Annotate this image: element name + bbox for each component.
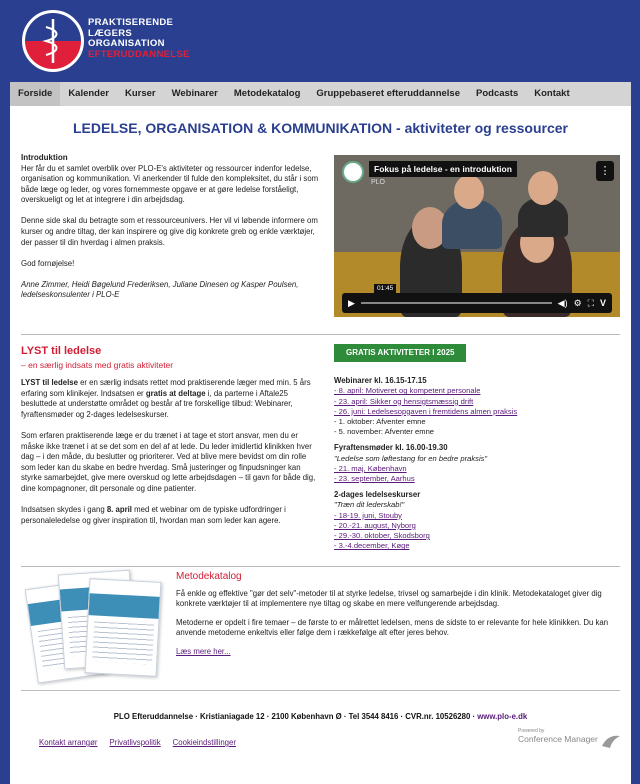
- conference-manager-icon: [600, 732, 622, 750]
- cookie-settings-link[interactable]: Cookieindstillinger: [172, 738, 236, 747]
- webinar-link[interactable]: - 23. april: Sikker og hensigtsmæssig drift: [334, 396, 474, 406]
- intro-paragraph-1: Her får du et samlet overblik over PLO-E's aktiviteter og ressourcer indenfor ledelse, organisation og kommunikation. Vi anerkender til fulde den kompleksitet, du står i som både læge og leder, og vores fornemmeste opgave er at gøre ledelse forståeligt, overskueligt og let at integrere i din arbejdsdag.: [21, 163, 319, 205]
- page-title: LEDELSE, ORGANISATION & KOMMUNIKATION - aktiviteter og ressourcer: [73, 120, 568, 136]
- read-more-link[interactable]: Læs mere her...: [176, 646, 231, 656]
- section-divider: [21, 334, 620, 335]
- lyst-section: [21, 346, 319, 537]
- intro-signature: Anne Zimmer, Heidi Bøgelund Frederiksen, Juliane Dinesen og Kasper Poulsen, ledelseskonsulenter i PLO-E: [21, 279, 299, 300]
- kursus-heading: 2-dages ledelseskurser: [334, 490, 421, 500]
- metodekatalog-image[interactable]: [31, 570, 163, 674]
- webinar-item: - 1. oktober: Afventer emne: [334, 417, 426, 427]
- intro-heading: Introduktion: [21, 153, 68, 162]
- fyraften-heading: Fyraftensmøder kl. 16.00-19.30: [334, 443, 448, 453]
- website-link[interactable]: www.plo-e.dk: [477, 712, 528, 721]
- page-content: [10, 82, 631, 784]
- nav-item-metodekatalog[interactable]: Metodekatalog: [233, 88, 301, 99]
- plo-e-logo[interactable]: [22, 10, 190, 72]
- video-title[interactable]: Fokus på ledelse - en introduktion: [369, 161, 517, 177]
- webinar-heading: Webinarer kl. 16.15-17.15: [334, 376, 427, 386]
- volume-icon[interactable]: ◀): [557, 297, 568, 308]
- nav-item-kontakt[interactable]: Kontakt: [534, 88, 570, 99]
- lyst-paragraph-2: Som erfaren praktiserende læge er du trænet i at tage et stort ansvar, men du er måske ikke trænet i at se det som en del af at lede. Du leder imidlertid klinikken hver dag – i den måde, du beslutter og prioriterer. Ved at blive mere bevidst om din rolle som leder kan du skabe en bedre hverdag. Små justeringer og finpudsninger kan styrke samarbejdet, give mere overskud og lette arbejdsdagen – til gavn for både dig, dine kompagnoner, dit personale og dine patienter.: [21, 431, 316, 494]
- metodekatalog-text: [176, 572, 616, 658]
- lyst-heading: LYST til ledelse: [21, 345, 102, 357]
- webinar-link[interactable]: - 8. april: Motiveret og kompetent personale: [334, 386, 481, 396]
- contact-organizer-link[interactable]: Kontakt arrangør: [39, 738, 98, 747]
- nav-item-kalender[interactable]: Kalender: [68, 88, 109, 99]
- metodekatalog-section: [21, 570, 620, 682]
- video-progress-bar[interactable]: [361, 302, 552, 304]
- logo-text: PRAKTISERENDE LÆGERS ORGANISATION EFTERUDDANNELSE: [88, 17, 190, 60]
- lyst-paragraph-1: LYST til ledelse er en særlig indsats rettet mod praktiserende læger med min. 5 års erfaring som klinikejer. Indsatsen er gratis at deltage i, da parterne i Aftale25 besluttede at understøtte området og består af tre forskellige tilbud: Webinarer, fyraftensmøder og 2-dages ledelseskurser.: [21, 378, 311, 419]
- section-divider: [21, 690, 620, 691]
- lyst-subheading: – en særlig indsats med gratis aktiviteter: [21, 359, 174, 370]
- section-divider: [21, 566, 620, 567]
- metodekatalog-heading: Metodekatalog: [176, 571, 242, 582]
- nav-item-forside[interactable]: Forside: [10, 82, 60, 106]
- fullscreen-icon[interactable]: ⛶: [587, 297, 594, 308]
- footer: [10, 696, 631, 784]
- kursus-link[interactable]: - 18-19. juni, Stouby: [334, 510, 402, 520]
- fyraften-link[interactable]: - 23. september, Aarhus: [334, 474, 415, 484]
- kursus-link[interactable]: - 20.-21. august, Nyborg: [334, 520, 416, 530]
- video-timestamp: 01:45: [374, 284, 396, 293]
- nav-item-podcasts[interactable]: Podcasts: [476, 88, 519, 99]
- footer-address: PLO Efteruddannelse · Kristianiagade 12 · 2100 København Ø · Tel 3544 8416 · CVR.nr. 10526280 · www.plo-e.dk: [113, 712, 528, 721]
- conference-manager-logo[interactable]: Powered by Conference Manager: [518, 728, 622, 758]
- intro-section: [21, 153, 319, 312]
- intro-greeting: God fornøjelse!: [21, 258, 75, 268]
- vimeo-icon[interactable]: V: [599, 298, 606, 308]
- fyraften-quote: "Ledelse som løftestang for en bedre praksis": [334, 453, 488, 463]
- nav-item-kurser[interactable]: Kurser: [124, 88, 156, 99]
- kursus-quote: "Træn dit lederskab!": [334, 500, 405, 510]
- video-menu-icon[interactable]: ⋮: [596, 161, 614, 181]
- metodekatalog-paragraph-2: Metoderne er opdelt i fire temaer – de første to er målrettet ledelsen, mens de sidste to er relevante for hele klinikken. Du kan anvende metoderne enkeltvis eller følge dem i rækkefølge alt efter jeres behov.: [176, 617, 609, 638]
- video-controls: [342, 293, 612, 313]
- kursus-link[interactable]: - 3.-4.december, Køge: [334, 541, 410, 551]
- main-nav: [10, 82, 631, 106]
- webinar-item: - 5. november: Afventer emne: [334, 427, 435, 437]
- video-person-head: [528, 171, 558, 205]
- play-icon[interactable]: ▶: [348, 297, 355, 308]
- fyraften-link[interactable]: - 21. maj, København: [334, 463, 407, 473]
- video-person-head: [454, 175, 484, 209]
- gratis-activities-button[interactable]: GRATIS AKTIVITETER I 2025: [334, 344, 466, 362]
- privacy-policy-link[interactable]: Privatlivspolitik: [109, 738, 161, 747]
- nav-item-webinarer[interactable]: Webinarer: [171, 88, 218, 99]
- logo-emblem: [22, 10, 84, 72]
- video-player[interactable]: [334, 155, 620, 317]
- video-channel: PLO: [371, 179, 386, 186]
- channel-icon[interactable]: [342, 161, 364, 183]
- webinar-link[interactable]: - 26. juni: Ledelsesopgaven i fremtidens almen praksis: [334, 406, 518, 416]
- site-header: [0, 0, 640, 82]
- kursus-link[interactable]: - 29.-30. oktober, Skodsborg: [334, 531, 430, 541]
- settings-icon[interactable]: ⚙: [573, 297, 582, 308]
- nav-item-gruppebaseret[interactable]: Gruppebaseret efteruddannelse: [316, 88, 461, 99]
- footer-links: [39, 738, 236, 747]
- intro-paragraph-2: Denne side skal du betragte som et ressourceunivers. Her vil vi løbende informere om kurser og andre tiltag, der kan inspirere og give dig konkrete greb og enkle værktøjer, der passer til din hverdag i almen praksis.: [21, 216, 318, 247]
- lyst-paragraph-3: Indsatsen skydes i gang 8. april med et webinar om de typiske udfordringer i personaleledelse og giver inspiration til, hvordan man som leder kan agere.: [21, 505, 286, 525]
- gratis-activities: [334, 344, 622, 551]
- metodekatalog-paragraph-1: Få enkle og effektive "gør det selv"-metoder til at styrke ledelse, trivsel og samarbejde i din klinik. Metodekataloget giver dig konkrete værktøjer til at implementere nye tiltag og skabe en mere velfungerende arbejdsdag.: [176, 588, 602, 609]
